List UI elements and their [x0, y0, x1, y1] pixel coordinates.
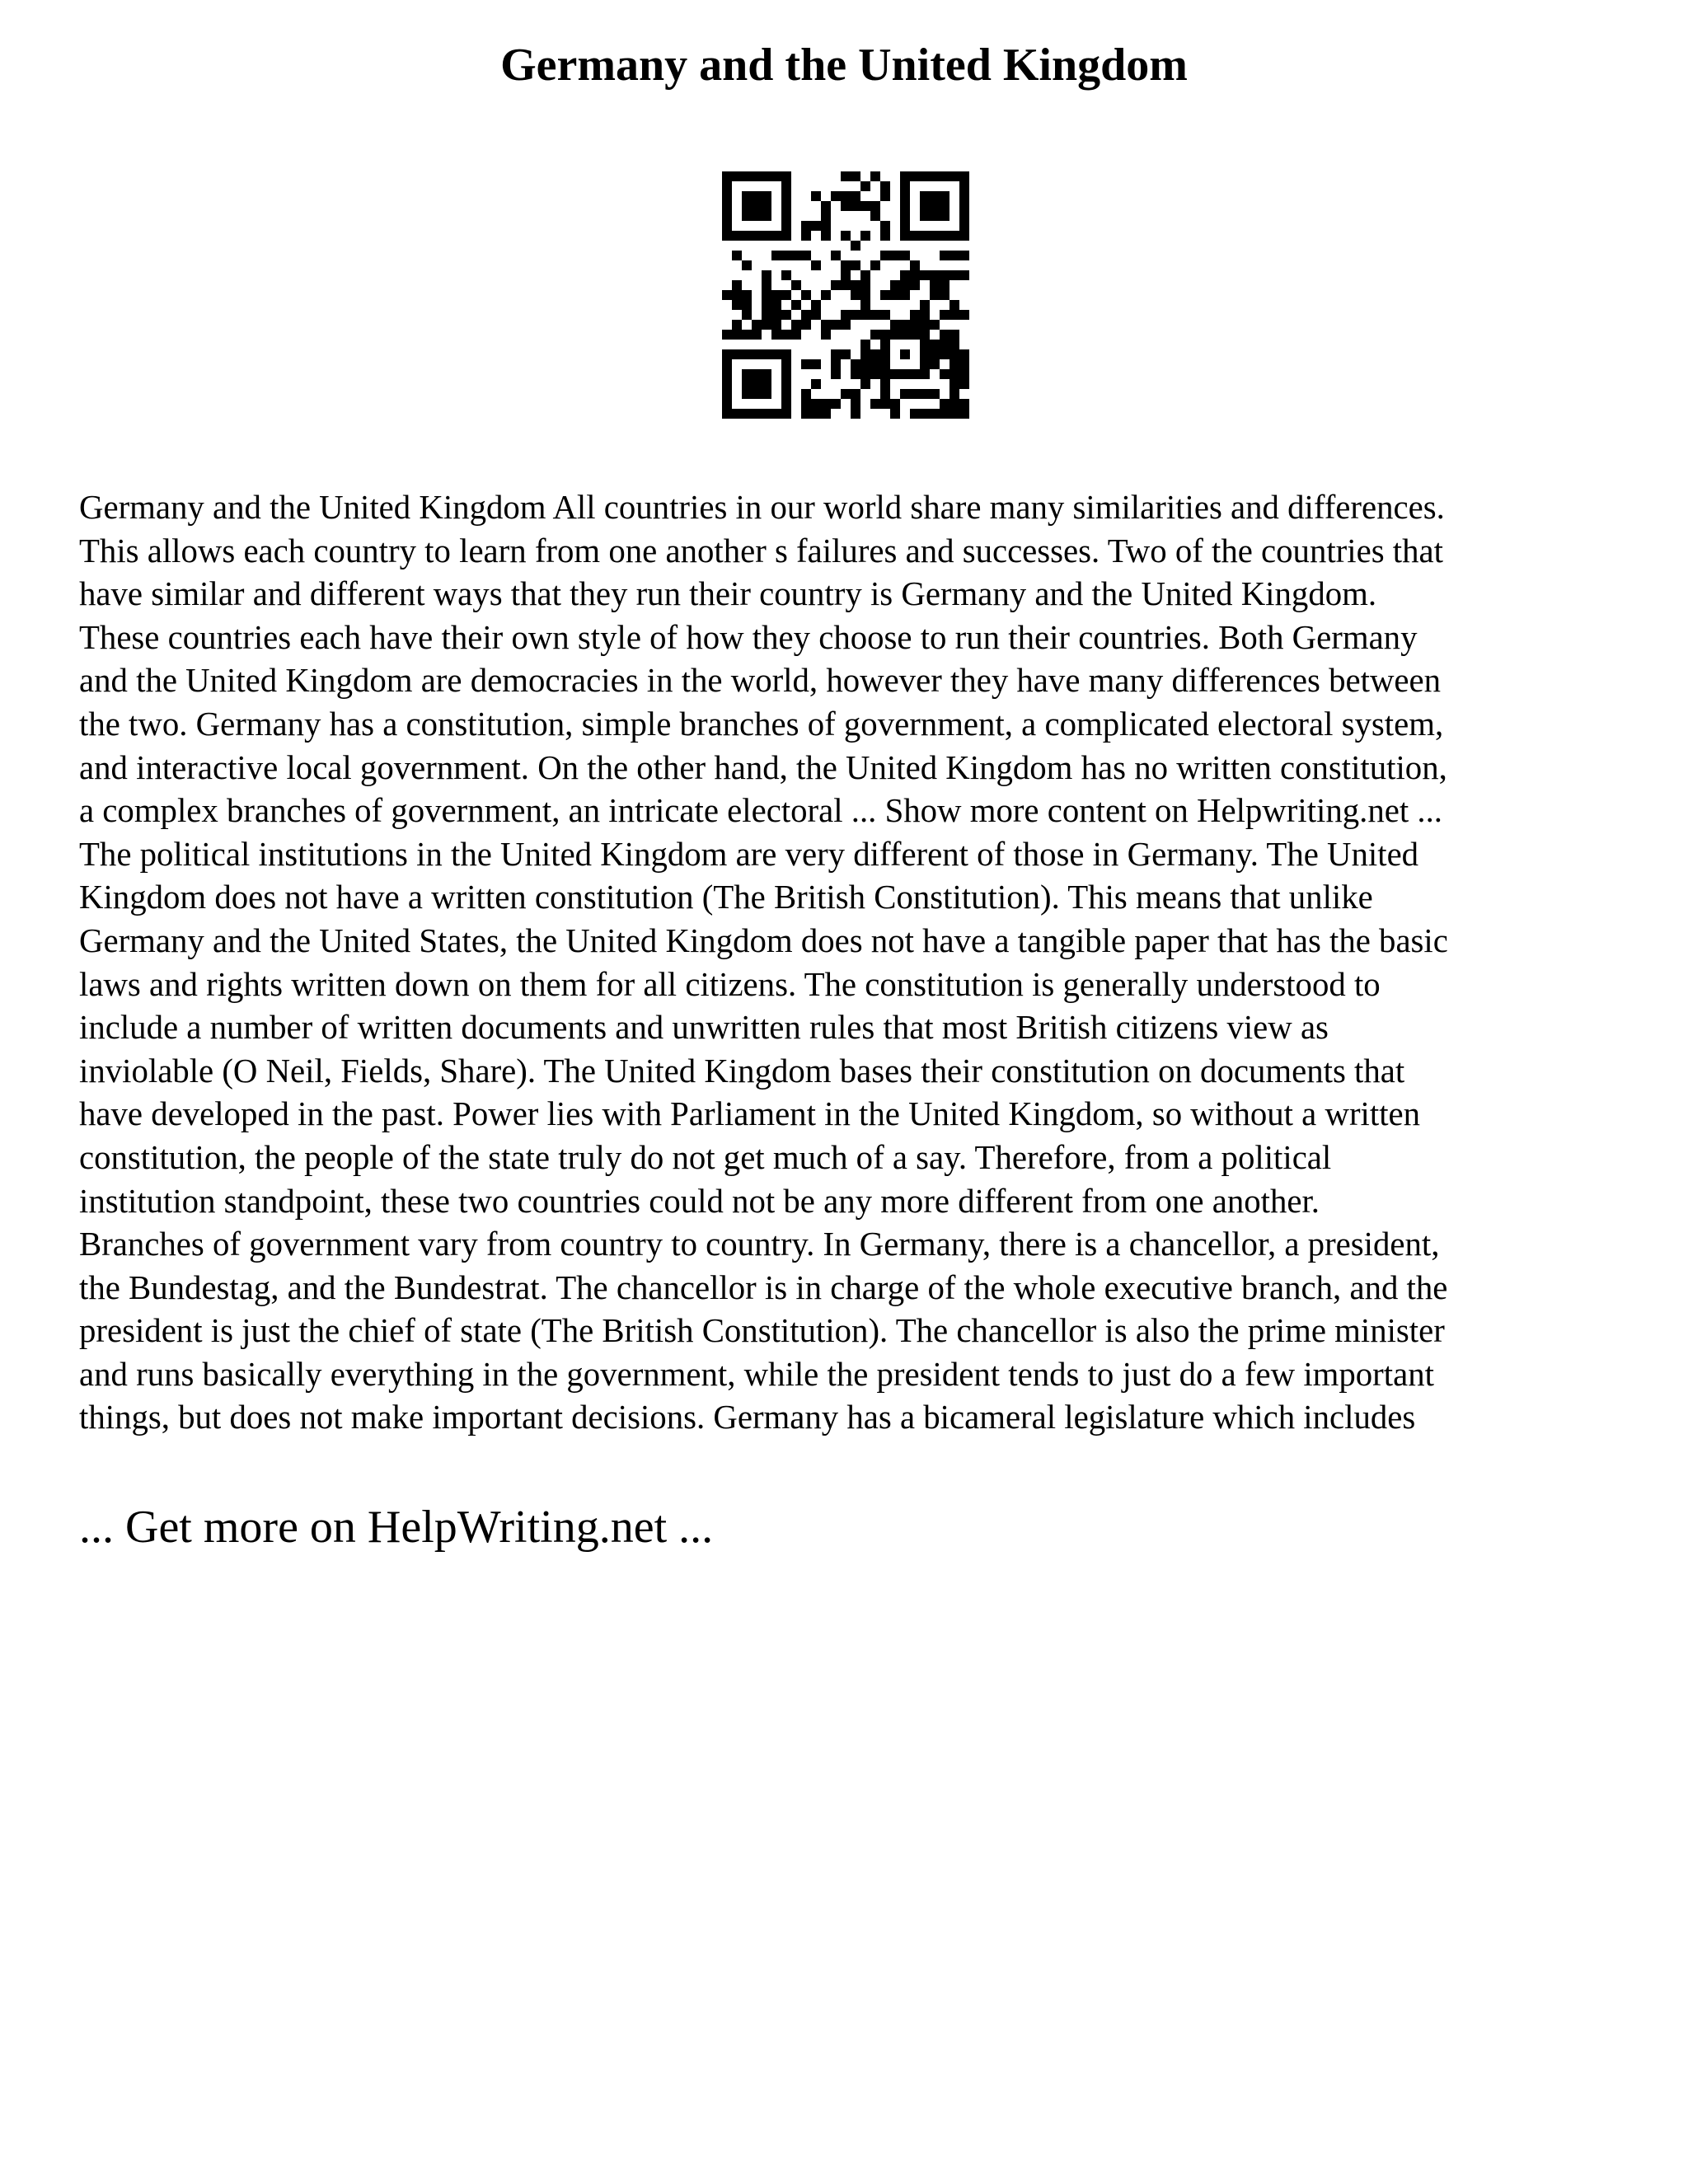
- body-line: include a number of written documents and unwritten rules that most British citizens view as: [79, 1009, 1329, 1047]
- body-line: a complex branches of government, an intricate electoral ... Show more content on Helpwriting.net ...: [79, 792, 1443, 830]
- body-line: constitution, the people of the state truly do not get much of a say. Therefore, from a political: [79, 1138, 1332, 1176]
- article-body: [79, 486, 1612, 1440]
- body-line: president is just the chief of state (The British Constitution). The chancellor is also the prime minister: [79, 1312, 1445, 1350]
- body-line: the Bundestag, and the Bundestrat. The chancellor is in charge of the whole executive branch, and the: [79, 1268, 1448, 1306]
- body-line: the two. Germany has a constitution, simple branches of government, a complicated electoral system,: [79, 705, 1444, 743]
- body-line: This allows each country to learn from one another s failures and successes. Two of the countries that: [79, 532, 1443, 569]
- get-more-link[interactable]: ... Get more on HelpWriting.net ...: [79, 1502, 714, 1553]
- body-line: These countries each have their own style of how they choose to run their countries. Both Germany: [79, 618, 1418, 656]
- body-line: institution standpoint, these two countries could not be any more different from one another.: [79, 1182, 1320, 1220]
- body-line: Germany and the United States, the United Kingdom does not have a tangible paper that has the basic: [79, 921, 1448, 959]
- body-line: and the United Kingdom are democracies in the world, however they have many differences between: [79, 662, 1442, 700]
- body-line: things, but does not make important decisions. Germany has a bicameral legislature which includes: [79, 1399, 1416, 1436]
- body-line: have similar and different ways that they run their country is Germany and the United Kingdom.: [79, 575, 1377, 613]
- qr-code-icon: [722, 171, 969, 419]
- body-line: Branches of government vary from country to country. In Germany, there is a chancellor, a president,: [79, 1226, 1440, 1263]
- body-line: The political institutions in the United Kingdom are very different of those in Germany. The United: [79, 835, 1419, 873]
- body-line: Kingdom does not have a written constitution (The British Constitution). This means that unlike: [79, 879, 1373, 916]
- body-line: inviolable (O Neil, Fields, Share). The United Kingdom bases their constitution on documents that: [79, 1052, 1405, 1090]
- body-line: and runs basically everything in the government, while the president tends to just do a few important: [79, 1355, 1434, 1393]
- body-line: Germany and the United Kingdom All countries in our world share many similarities and differences.: [79, 489, 1445, 526]
- body-line: have developed in the past. Power lies with Parliament in the United Kingdom, so without a written: [79, 1095, 1421, 1133]
- page-title: Germany and the United Kingdom: [500, 40, 1188, 91]
- body-line: and interactive local government. On the other hand, the United Kingdom has no written constitution,: [79, 748, 1447, 786]
- body-line: laws and rights written down on them for all citizens. The constitution is generally understood to: [79, 965, 1381, 1003]
